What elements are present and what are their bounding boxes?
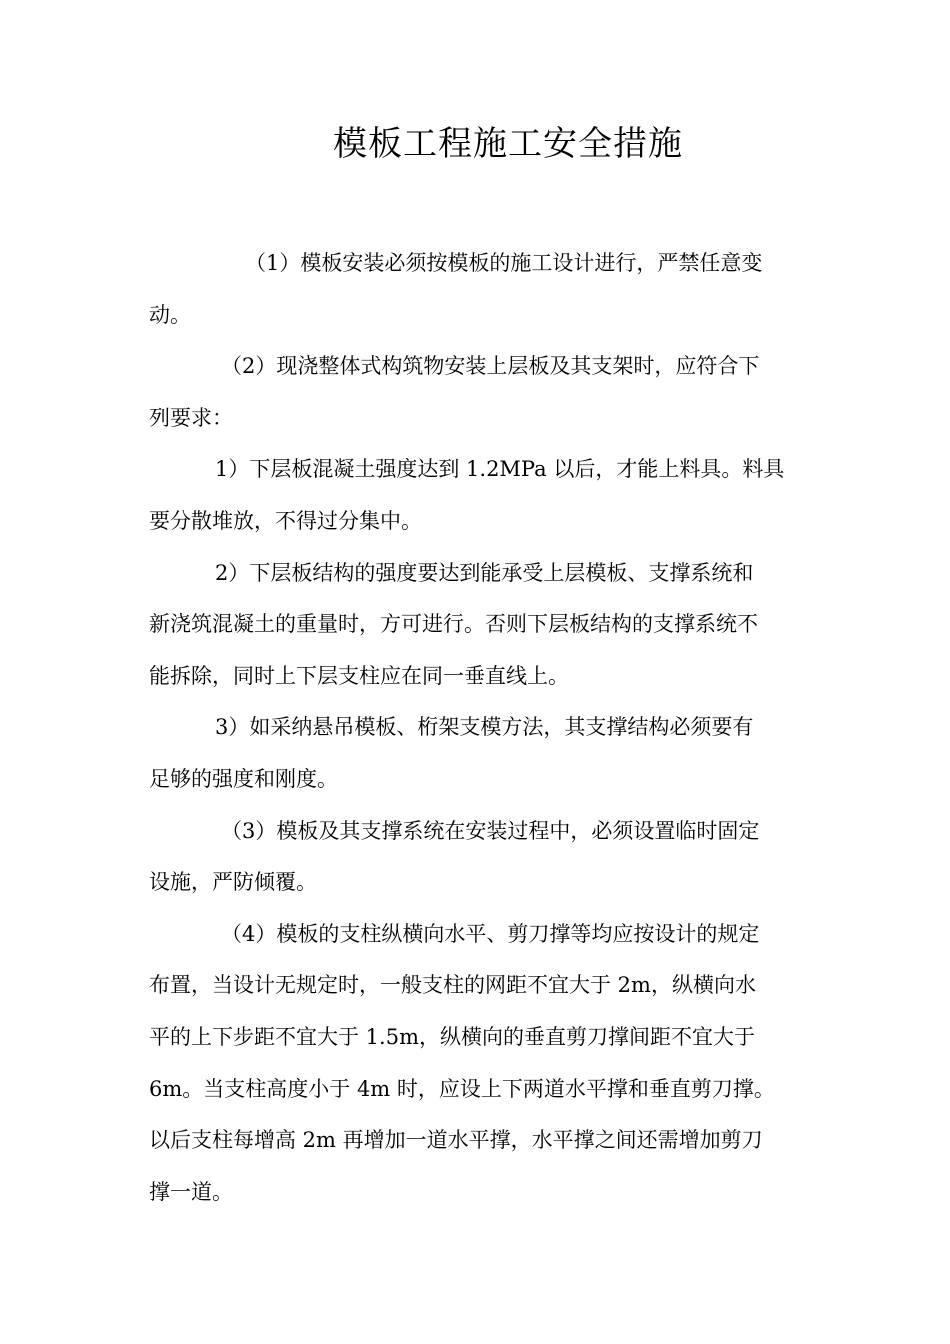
item-4-line-3: 平的上下步距不宜大于 1.5m，纵横向的垂直剪刀撑间距不宜大于 [149,1024,755,1049]
item-1-line-2: 动。 [149,302,191,327]
subitem-2-line-1: 2）下层板结构的强度要达到能承受上层模板、支撑系统和 [215,560,754,585]
item-3-line-2: 设施，严防倾覆。 [149,870,317,895]
item-4-line-5: 以后支柱每增高 2m 再增加一道水平撑，水平撑之间还需增加剪刀 [149,1128,763,1153]
item-2-line-1: （2）现浇整体式构筑物安装上层板及其支架时，应符合下 [221,354,760,379]
subitem-2-line-2: 新浇筑混凝土的重量时，方可进行。否则下层板结构的支撑系统不 [149,612,758,637]
item-1-line-1: （1）模板安装必须按模板的施工设计进行，严禁任意变 [245,251,763,275]
subitem-2-line-3: 能拆除，同时上下层支柱应在同一垂直线上。 [149,663,569,688]
document-body [149,238,809,1218]
item-4-line-1: （4）模板的支柱纵横向水平、剪刀撑等均应按设计的规定 [221,921,760,946]
item-2-line-2: 列要求： [149,405,233,430]
item-4-line-4: 6m。当支柱高度小于 4m 时，应设上下两道水平撑和垂直剪刀撑。 [149,1076,775,1101]
subitem-3-line-2: 足够的强度和刚度。 [149,766,338,791]
subitem-1-line-2: 要分散堆放，不得过分集中。 [149,508,422,533]
document-title: 模板工程施工安全措施 [333,124,683,164]
item-4-line-2: 布置，当设计无规定时，一般支柱的网距不宜大于 2m，纵横向水 [149,973,756,998]
item-4-line-6: 撑一道。 [149,1179,233,1204]
item-3-line-1: （3）模板及其支撑系统在安装过程中，必须设置临时固定 [221,818,760,843]
subitem-1-line-1: 1）下层板混凝土强度达到 1.2MPa 以后，才能上料具。料具 [215,457,785,482]
subitem-3-line-1: 3）如采纳悬吊模板、桁架支模方法，其支撑结构必须要有 [215,715,754,740]
